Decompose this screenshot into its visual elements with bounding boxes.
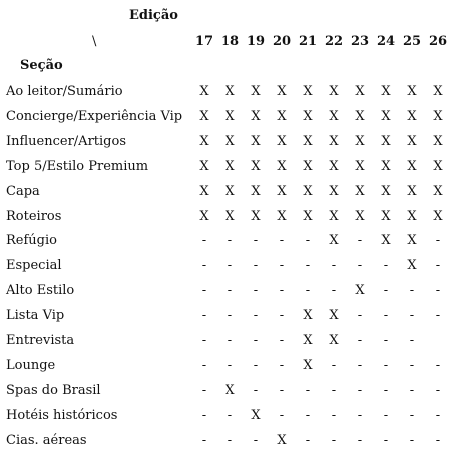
table-cell: - [279,258,285,274]
edition-number: 20 [272,34,292,49]
table-cell: X [303,333,313,348]
table-cell: - [201,308,207,324]
table-cell: - [279,308,285,324]
table-cell: X [303,208,313,224]
table-cell: X [329,208,339,224]
table-cell: - [253,357,259,373]
table-cell: - [279,407,285,423]
table-cell: - [383,382,389,398]
table-cell: X [199,84,209,99]
table-cell: X [277,108,287,124]
table-cell: X [329,183,339,199]
edition-number: 17 [194,34,214,49]
table-cell: X [199,183,209,199]
section-label: Especial [6,258,62,274]
table-cell: - [227,432,233,448]
table-cell: X [433,133,443,149]
table-cell: - [435,283,441,299]
table-cell: - [435,233,441,249]
table-cell: - [357,407,363,423]
table-cell: X [355,208,365,224]
table-cell: X [433,84,443,99]
edition-number: 23 [350,34,370,49]
table-cell: - [409,333,415,348]
section-label: Entrevista [6,333,75,348]
table-cell: - [227,357,233,373]
table-cell: X [277,432,287,448]
table-cell: - [357,308,363,324]
edition-number: 21 [298,34,318,49]
table-cell: - [201,283,207,299]
table-cell: - [227,233,233,249]
table-cell: X [303,308,313,324]
edition-number: 19 [246,34,266,49]
table-cell: X [277,183,287,199]
table-cell: - [253,333,259,348]
table-cell: - [305,233,311,249]
table-cell: - [279,333,285,348]
table-cell: X [303,158,313,174]
section-label: Influencer/Artigos [6,133,126,149]
table-cell: X [381,84,391,99]
table-cell: - [305,258,311,274]
table-cell: X [225,108,235,124]
table-cell: X [381,133,391,149]
table-cell: X [277,208,287,224]
table-cell: X [355,283,365,299]
table-cell: - [253,432,259,448]
table-cell: - [279,357,285,373]
section-label: Spas do Brasil [6,382,101,398]
table-cell: X [355,108,365,124]
table-cell: - [227,308,233,324]
table-cell: X [433,108,443,124]
table-cell: X [433,183,443,199]
section-label: Lounge [6,357,56,373]
table-cell: X [329,233,339,249]
table-cell: - [383,407,389,423]
table-cell: X [251,84,261,99]
table-cell: - [253,308,259,324]
edition-number: 18 [220,34,240,49]
table-cell: - [227,283,233,299]
table-cell: X [381,208,391,224]
table-cell: X [225,158,235,174]
table-cell: X [225,133,235,149]
table-cell: - [357,432,363,448]
section-label: Cias. aéreas [6,432,87,448]
table-cell: X [225,183,235,199]
table-cell: - [409,357,415,373]
table-cell: - [201,382,207,398]
table-cell: - [383,308,389,324]
table-cell: X [381,183,391,199]
table-cell: X [199,133,209,149]
table-cell: X [251,208,261,224]
table-cell: X [407,233,417,249]
section-label: Lista Vip [6,308,65,324]
table-cell: - [383,283,389,299]
table-cell: - [331,283,337,299]
table-cell: - [409,382,415,398]
table-cell: X [199,108,209,124]
table-cell: X [251,133,261,149]
table-cell: X [251,183,261,199]
table-cell: - [279,283,285,299]
table-cell: X [329,133,339,149]
table-cell: X [277,84,287,99]
table-cell: X [277,133,287,149]
table-cell: - [305,283,311,299]
table-cell: - [409,407,415,423]
table-cell: X [225,382,235,398]
table-cell: X [251,108,261,124]
table-cell: - [253,233,259,249]
table-cell: - [305,382,311,398]
table-cell: - [305,432,311,448]
table-cell: - [409,308,415,324]
table-cell: - [253,382,259,398]
table-cell: - [227,407,233,423]
table-cell: - [357,233,363,249]
table-cell: X [329,84,339,99]
table-cell: - [201,432,207,448]
table-cell: X [329,108,339,124]
table-cell: - [409,432,415,448]
table-cell: X [199,208,209,224]
table-cell: - [253,283,259,299]
section-label: Ao leitor/Sumário [6,84,123,99]
table-cell: - [383,432,389,448]
table-cell: - [357,258,363,274]
edition-number: 24 [376,34,396,49]
table-cell: X [407,84,417,99]
table-cell: - [435,382,441,398]
table-cell: - [331,432,337,448]
table-cell: X [329,308,339,324]
table-cell: X [407,258,417,274]
table-cell: X [407,133,417,149]
table-cell: - [435,432,441,448]
table-cell: - [409,283,415,299]
table-cell: X [303,183,313,199]
table-cell: X [407,158,417,174]
table-cell: X [251,407,261,423]
table-cell: - [357,333,363,348]
table-cell: - [331,382,337,398]
table-cell: - [253,258,259,274]
table-cell: X [329,333,339,348]
table-cell: X [303,133,313,149]
table-cell: - [227,333,233,348]
table-cell: - [383,333,389,348]
table-cell: X [355,84,365,99]
table-cell: X [277,158,287,174]
table-cell: X [433,208,443,224]
table-cell: X [355,183,365,199]
table-cell: - [435,308,441,324]
table-cell: X [225,208,235,224]
table-cell: - [383,357,389,373]
table-cell: X [355,133,365,149]
table-cell: X [355,158,365,174]
section-label: Hotéis históricos [6,407,118,423]
table-cell: - [331,258,337,274]
table-cell: - [201,233,207,249]
section-label: Roteiros [6,208,62,224]
table-cell: - [279,233,285,249]
edition-number: 22 [324,34,344,49]
table-cell: - [357,357,363,373]
section-label: Capa [6,183,40,199]
table-cell: X [303,84,313,99]
section-label: Alto Estilo [6,283,75,299]
table-cell: - [383,258,389,274]
edition-number: 25 [402,34,422,49]
table-cell: - [279,382,285,398]
table-cell: X [303,357,313,373]
table-cell: - [435,407,441,423]
section-label: Refúgio [6,233,57,249]
edition-header: Edição [129,8,178,23]
table-cell: - [227,258,233,274]
table-cell: X [251,158,261,174]
table-cell: X [407,108,417,124]
table-cell: X [303,108,313,124]
section-header: Seção [20,58,63,73]
table-cell: X [381,233,391,249]
table-cell: - [201,357,207,373]
table-cell: X [199,158,209,174]
table-cell: - [331,357,337,373]
table-cell: - [201,258,207,274]
table-cell: X [407,208,417,224]
table-cell: - [357,382,363,398]
table-cell: X [407,183,417,199]
table-cell: - [435,357,441,373]
table-cell: X [381,108,391,124]
edition-number: 26 [428,34,448,49]
table-cell: - [201,407,207,423]
section-label: Top 5/Estilo Premium [6,158,149,174]
table-cell: - [435,258,441,274]
table-cell: - [201,333,207,348]
section-label: Concierge/Experiência Vip [6,108,183,124]
table-cell: - [305,407,311,423]
header-slash: \ [92,34,97,49]
table-cell: X [329,158,339,174]
table-cell: X [225,84,235,99]
table-cell: X [381,158,391,174]
table-cell: X [433,158,443,174]
table-cell: - [331,407,337,423]
